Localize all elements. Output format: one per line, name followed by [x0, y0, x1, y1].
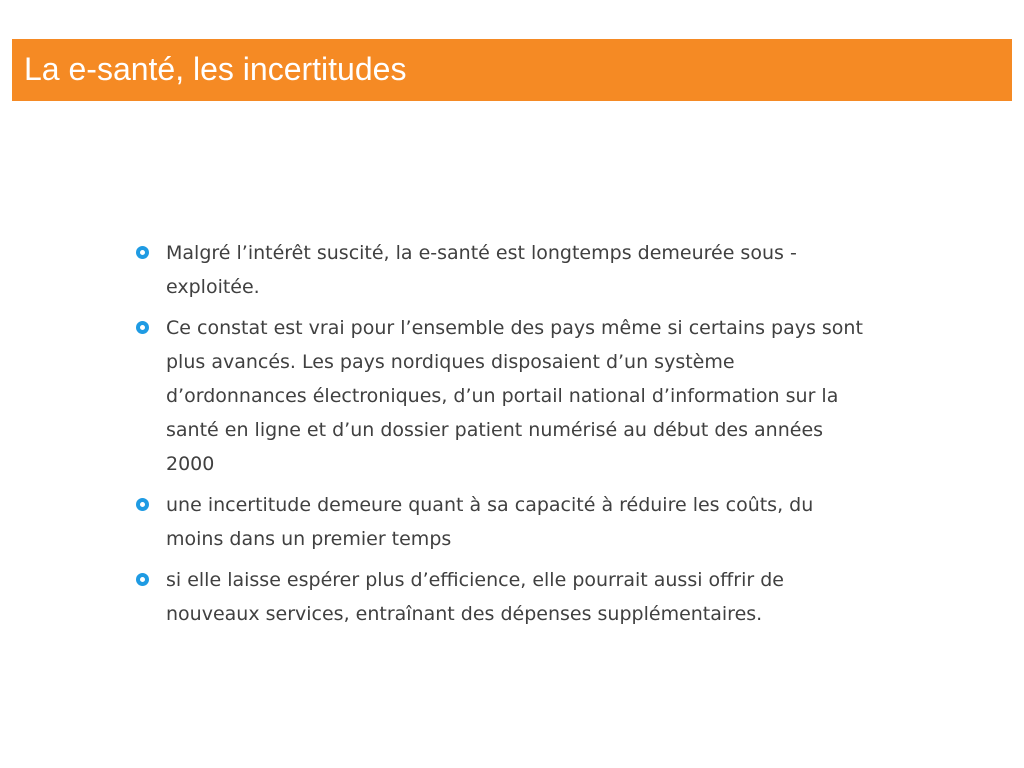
bullet-text: Malgré l’intérêt suscité, la e-santé est longtemps demeurée sous - exploitée.: [166, 242, 797, 298]
bullet-text: une incertitude demeure quant à sa capacité à réduire les coûts, du moins dans un premier temps: [166, 494, 814, 550]
bullet-text: si elle laisse espérer plus d’efficience, elle pourrait aussi offrir de nouveaux services, entraînant des dépenses supplémentaires.: [166, 569, 784, 625]
ring-bullet-icon: [136, 321, 149, 334]
ring-bullet-icon: [136, 246, 149, 259]
slide-title: La e-santé, les incertitudes: [24, 51, 407, 87]
bullet-item: [136, 563, 876, 631]
bullet-item: [136, 311, 876, 481]
ring-bullet-icon: [136, 573, 149, 586]
bullet-item: [136, 236, 876, 304]
ring-bullet-icon: [136, 498, 149, 511]
bullet-list: [136, 236, 876, 638]
bullet-item: [136, 488, 876, 556]
bullet-text: Ce constat est vrai pour l’ensemble des pays même si certains pays sont plus avancés. Les pays nordiques disposaient d’un système d’ordonnances électroniques, d’un portail national d’information sur la santé en ligne et d’un dossier patient numérisé au début des années 2000: [166, 317, 863, 475]
title-bar: [12, 39, 1012, 101]
